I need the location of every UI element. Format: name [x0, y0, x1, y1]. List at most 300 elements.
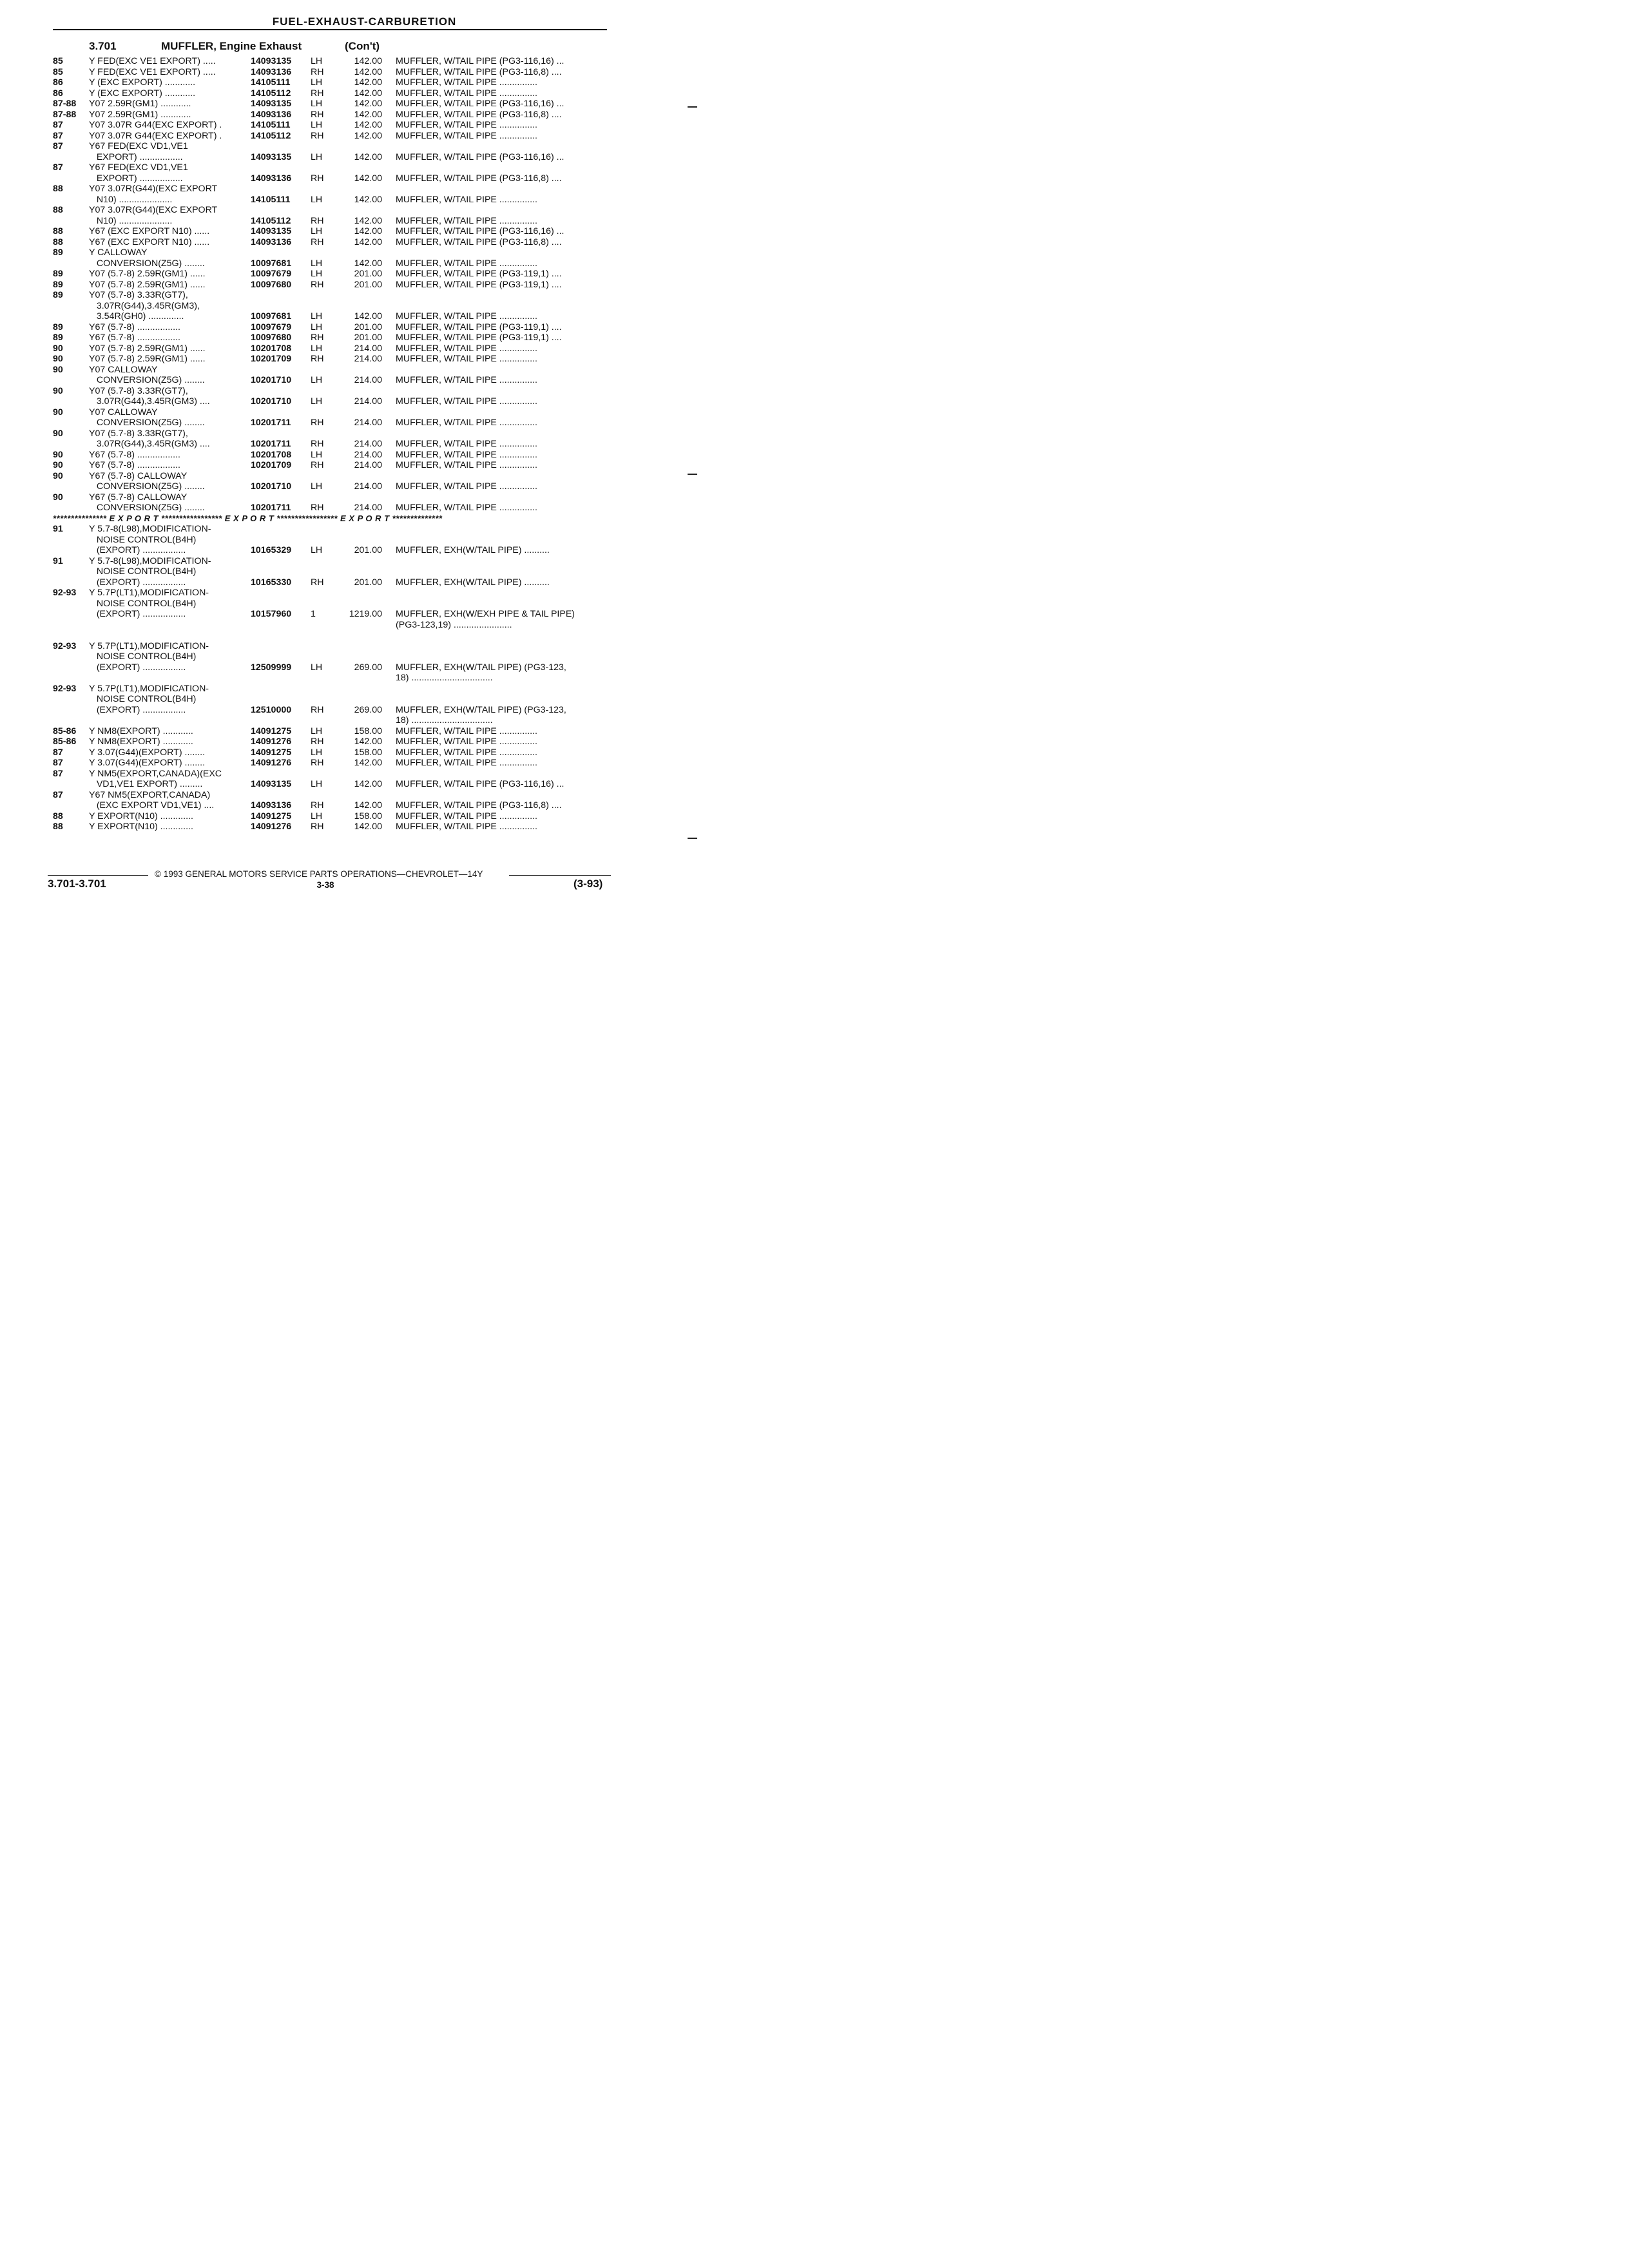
- vehicle-description: Y FED(EXC VE1 EXPORT) .....: [89, 66, 216, 77]
- part-name: MUFFLER, W/TAIL PIPE ...............: [396, 88, 537, 99]
- part-name: 18) ................................: [396, 715, 493, 726]
- table-row: [0, 471, 729, 482]
- vehicle-description: 3.54R(GH0) ..............: [89, 311, 184, 322]
- side-code: RH: [311, 88, 324, 99]
- table-row: [0, 481, 729, 492]
- table-row: [0, 396, 729, 407]
- table-row: [0, 811, 729, 822]
- part-name: MUFFLER, EXH(W/TAIL PIPE) (PG3-123,: [396, 704, 566, 715]
- side-code: LH: [311, 449, 323, 460]
- table-row: [0, 758, 729, 769]
- part-number: 10201710: [251, 481, 292, 492]
- part-number: 12510000: [251, 704, 292, 715]
- part-number: 14091276: [251, 822, 292, 832]
- list-price: 142.00: [354, 736, 382, 747]
- part-number: 14105111: [251, 77, 291, 88]
- model-year: 87: [53, 747, 63, 758]
- vehicle-description: (EXPORT) .................: [89, 545, 186, 555]
- model-year: 90: [53, 470, 63, 481]
- list-price: 142.00: [354, 120, 382, 130]
- table-row: [0, 88, 729, 99]
- part-number: 10097679: [251, 269, 292, 279]
- table-row: [0, 141, 729, 152]
- table-row: [0, 343, 729, 354]
- side-code: RH: [311, 66, 324, 77]
- vehicle-description: (EXPORT) .................: [89, 609, 186, 619]
- part-name: MUFFLER, EXH(W/TAIL PIPE) ..........: [396, 577, 550, 588]
- model-year: 90: [53, 364, 63, 375]
- table-row: [0, 694, 729, 705]
- side-code: LH: [311, 662, 323, 673]
- vehicle-description: Y07 3.07R(G44)(EXC EXPORT: [89, 205, 218, 215]
- part-name: MUFFLER, W/TAIL PIPE ...............: [396, 120, 537, 130]
- model-year: 87: [53, 130, 63, 141]
- export-divider-text: *************** E X P O R T ***************** E X P O R T ***************** E X P O R T **************: [53, 513, 443, 523]
- model-year: 89: [53, 269, 63, 279]
- side-code: RH: [311, 758, 324, 768]
- model-year: 86: [53, 77, 63, 88]
- list-price: 142.00: [354, 173, 382, 184]
- vehicle-description: Y67 (5.7-8) .................: [89, 460, 180, 470]
- table-row: [0, 662, 729, 673]
- part-number: 10201710: [251, 375, 292, 385]
- list-price: 158.00: [354, 811, 382, 822]
- vehicle-description: EXPORT) .................: [89, 173, 183, 184]
- vehicle-description: N10) .....................: [89, 215, 173, 226]
- part-number: 14105111: [251, 120, 291, 130]
- side-code: RH: [311, 418, 324, 428]
- model-year: 89: [53, 290, 63, 300]
- part-name: MUFFLER, W/TAIL PIPE (PG3-119,1) ....: [396, 322, 562, 332]
- vehicle-description: 3.07R(G44),3.45R(GM3),: [89, 300, 200, 311]
- table-row: [0, 620, 729, 631]
- export-divider: [0, 514, 729, 524]
- side-code: RH: [311, 236, 324, 247]
- table-row: [0, 173, 729, 184]
- side-code: LH: [311, 396, 323, 407]
- model-year: 87: [53, 141, 63, 151]
- part-number: 10157960: [251, 609, 292, 619]
- part-name: MUFFLER, W/TAIL PIPE (PG3-119,1) ....: [396, 279, 562, 290]
- list-price: 142.00: [354, 88, 382, 99]
- part-number: 10201711: [251, 439, 291, 449]
- part-name: MUFFLER, W/TAIL PIPE ...............: [396, 396, 537, 407]
- part-name: MUFFLER, EXH(W/TAIL PIPE) ..........: [396, 545, 550, 555]
- table-row: [0, 577, 729, 588]
- part-name: MUFFLER, W/TAIL PIPE ...............: [396, 736, 537, 747]
- list-price: 142.00: [354, 130, 382, 141]
- part-number: 14093135: [251, 151, 292, 162]
- list-price: 201.00: [354, 279, 382, 290]
- table-row: [0, 747, 729, 758]
- model-year: 88: [53, 226, 63, 236]
- part-number: 14093136: [251, 109, 292, 120]
- table-row: [0, 800, 729, 811]
- list-price: 214.00: [354, 449, 382, 460]
- part-name: MUFFLER, W/TAIL PIPE ...............: [396, 354, 537, 364]
- vehicle-description: CONVERSION(Z5G) ........: [89, 481, 205, 492]
- list-price: 201.00: [354, 332, 382, 343]
- side-code: LH: [311, 545, 323, 555]
- list-price: 142.00: [354, 215, 382, 226]
- list-price: 214.00: [354, 418, 382, 428]
- table-row: [0, 651, 729, 662]
- part-name: MUFFLER, W/TAIL PIPE (PG3-116,16) ...: [396, 226, 564, 236]
- model-year: 88: [53, 205, 63, 215]
- table-row: [0, 354, 729, 365]
- vehicle-description: (EXPORT) .................: [89, 704, 186, 715]
- vehicle-description: (EXPORT) .................: [89, 577, 186, 588]
- table-row: [0, 332, 729, 343]
- table-row: [0, 588, 729, 599]
- margin-mark: [688, 838, 697, 839]
- part-number: 10201708: [251, 449, 292, 460]
- table-row: [0, 673, 729, 684]
- part-number: 12509999: [251, 662, 292, 673]
- side-code: LH: [311, 226, 323, 236]
- part-number: 10165329: [251, 545, 292, 555]
- vehicle-description: Y07 2.59R(GM1) ............: [89, 109, 191, 120]
- part-name: MUFFLER, W/TAIL PIPE ...............: [396, 311, 537, 322]
- table-row: [0, 566, 729, 577]
- table-row: [0, 301, 729, 312]
- vehicle-description: Y07 CALLOWAY: [89, 364, 158, 375]
- list-price: 142.00: [354, 109, 382, 120]
- list-price: 142.00: [354, 779, 382, 789]
- vehicle-description: Y07 3.07R(G44)(EXC EXPORT: [89, 184, 218, 194]
- vehicle-description: (EXPORT) .................: [89, 662, 186, 673]
- parts-table: [0, 56, 729, 832]
- table-row: [0, 556, 729, 567]
- model-year: 87: [53, 758, 63, 768]
- vehicle-description: Y07 (5.7-8) 3.33R(GT7),: [89, 428, 188, 439]
- part-number: 10201708: [251, 343, 292, 354]
- part-name: MUFFLER, W/TAIL PIPE (PG3-116,16) ...: [396, 56, 564, 66]
- part-number: 10097679: [251, 322, 292, 332]
- table-row: [0, 769, 729, 780]
- table-row: [0, 736, 729, 747]
- side-code: RH: [311, 279, 324, 290]
- vehicle-description: Y07 3.07R G44(EXC EXPORT) .: [89, 120, 222, 130]
- list-price: 269.00: [354, 704, 382, 715]
- vehicle-description: Y67 FED(EXC VD1,VE1: [89, 141, 188, 151]
- vehicle-description: Y FED(EXC VE1 EXPORT) .....: [89, 56, 216, 66]
- list-price: 142.00: [354, 822, 382, 832]
- model-year: 88: [53, 822, 63, 832]
- footer-rule: [48, 875, 148, 876]
- vehicle-description: CONVERSION(Z5G) ........: [89, 418, 205, 428]
- part-name: MUFFLER, W/TAIL PIPE ...............: [396, 460, 537, 470]
- model-year: 90: [53, 407, 63, 418]
- list-price: 201.00: [354, 322, 382, 332]
- list-price: 142.00: [354, 258, 382, 269]
- model-year: 90: [53, 385, 63, 396]
- vehicle-description: N10) .....................: [89, 194, 173, 205]
- vehicle-description: Y NM5(EXPORT,CANADA)(EXC: [89, 768, 222, 779]
- model-year: 87-88: [53, 99, 77, 109]
- vehicle-description: NOISE CONTROL(B4H): [89, 566, 197, 577]
- list-price: 214.00: [354, 481, 382, 492]
- vehicle-description: (EXC EXPORT VD1,VE1) ....: [89, 800, 215, 811]
- vehicle-description: CONVERSION(Z5G) ........: [89, 375, 205, 385]
- side-code: LH: [311, 481, 323, 492]
- part-name: MUFFLER, W/TAIL PIPE (PG3-116,16) ...: [396, 99, 564, 109]
- vehicle-description: Y07 (5.7-8) 3.33R(GT7),: [89, 290, 188, 300]
- part-name: MUFFLER, W/TAIL PIPE (PG3-116,8) ....: [396, 109, 562, 120]
- vehicle-description: Y67 (5.7-8) CALLOWAY: [89, 470, 188, 481]
- model-year: 90: [53, 343, 63, 354]
- part-number: 14105112: [251, 88, 291, 99]
- vehicle-description: Y (EXC EXPORT) ............: [89, 88, 196, 99]
- list-price: 214.00: [354, 396, 382, 407]
- table-row: [0, 67, 729, 78]
- list-price: 142.00: [354, 151, 382, 162]
- list-price: 214.00: [354, 503, 382, 513]
- table-row: [0, 428, 729, 439]
- table-row: [0, 226, 729, 237]
- table-row: [0, 162, 729, 173]
- table-row: [0, 630, 729, 641]
- part-number: 14105111: [251, 194, 291, 205]
- part-number: 10201711: [251, 418, 291, 428]
- part-number: 14091275: [251, 726, 292, 736]
- table-row: [0, 822, 729, 832]
- table-row: [0, 609, 729, 620]
- header-rule: [53, 29, 607, 30]
- vehicle-description: Y07 3.07R G44(EXC EXPORT) .: [89, 130, 222, 141]
- side-code: LH: [311, 151, 323, 162]
- model-year: 89: [53, 247, 63, 258]
- list-price: 201.00: [354, 545, 382, 555]
- vehicle-description: VD1,VE1 EXPORT) .........: [89, 779, 203, 789]
- model-year: 89: [53, 322, 63, 332]
- side-code: LH: [311, 269, 323, 279]
- model-year: 90: [53, 492, 63, 503]
- part-name: MUFFLER, W/TAIL PIPE ...............: [396, 375, 537, 385]
- list-price: 158.00: [354, 747, 382, 758]
- list-price: 158.00: [354, 726, 382, 736]
- table-row: [0, 439, 729, 450]
- vehicle-description: NOISE CONTROL(B4H): [89, 694, 197, 704]
- side-code: RH: [311, 577, 324, 588]
- part-name: MUFFLER, EXH(W/TAIL PIPE) (PG3-123,: [396, 662, 566, 673]
- model-year: 87-88: [53, 109, 77, 120]
- list-price: 214.00: [354, 460, 382, 470]
- model-year: 85: [53, 56, 63, 66]
- vehicle-description: NOISE CONTROL(B4H): [89, 651, 197, 662]
- model-year: 85-86: [53, 736, 77, 747]
- side-code: RH: [311, 736, 324, 747]
- vehicle-description: Y67 FED(EXC VD1,VE1: [89, 162, 188, 173]
- footer-copyright: © 1993 GENERAL MOTORS SERVICE PARTS OPERATIONS—CHEVROLET—14Y: [155, 869, 483, 879]
- list-price: 142.00: [354, 56, 382, 66]
- part-number: 14093136: [251, 800, 292, 811]
- part-number: 10201709: [251, 354, 292, 364]
- table-row: [0, 418, 729, 428]
- part-name: MUFFLER, W/TAIL PIPE (PG3-116,8) ....: [396, 800, 562, 811]
- part-name: MUFFLER, W/TAIL PIPE (PG3-116,8) ....: [396, 173, 562, 184]
- list-price: 214.00: [354, 343, 382, 354]
- side-code: LH: [311, 194, 323, 205]
- table-row: [0, 375, 729, 386]
- vehicle-description: Y 5.7P(LT1),MODIFICATION-: [89, 683, 209, 694]
- side-code: RH: [311, 800, 324, 811]
- side-code: LH: [311, 726, 323, 736]
- vehicle-description: Y07 (5.7-8) 2.59R(GM1) ......: [89, 354, 206, 364]
- part-name: MUFFLER, W/TAIL PIPE (PG3-116,8) ....: [396, 66, 562, 77]
- table-row: [0, 290, 729, 301]
- list-price: 142.00: [354, 236, 382, 247]
- part-name: MUFFLER, W/TAIL PIPE ...............: [396, 758, 537, 768]
- part-name: MUFFLER, W/TAIL PIPE (PG3-116,8) ....: [396, 236, 562, 247]
- part-name: MUFFLER, W/TAIL PIPE (PG3-119,1) ....: [396, 332, 562, 343]
- part-name: MUFFLER, W/TAIL PIPE (PG3-116,16) ...: [396, 151, 564, 162]
- side-code: RH: [311, 354, 324, 364]
- part-number: 14093135: [251, 226, 292, 236]
- vehicle-description: Y67 (5.7-8) .................: [89, 322, 180, 332]
- model-year: 89: [53, 332, 63, 343]
- vehicle-description: Y 3.07(G44)(EXPORT) ........: [89, 747, 206, 758]
- table-row: [0, 790, 729, 801]
- list-price: 142.00: [354, 311, 382, 322]
- table-row: [0, 247, 729, 258]
- section-title: MUFFLER, Engine Exhaust: [161, 40, 302, 52]
- table-row: [0, 386, 729, 397]
- list-price: 214.00: [354, 354, 382, 364]
- vehicle-description: Y NM8(EXPORT) ............: [89, 736, 193, 747]
- table-row: [0, 205, 729, 216]
- part-number: 10201709: [251, 460, 292, 470]
- vehicle-description: Y 5.7-8(L98),MODIFICATION-: [89, 524, 211, 534]
- table-row: [0, 524, 729, 535]
- side-code: LH: [311, 811, 323, 822]
- table-row: [0, 152, 729, 163]
- vehicle-description: Y CALLOWAY: [89, 247, 148, 258]
- table-row: [0, 503, 729, 514]
- side-code: LH: [311, 343, 323, 354]
- table-row: [0, 705, 729, 716]
- table-row: [0, 407, 729, 418]
- vehicle-description: Y 5.7P(LT1),MODIFICATION-: [89, 640, 209, 651]
- part-number: 10097680: [251, 279, 292, 290]
- vehicle-description: Y07 CALLOWAY: [89, 407, 158, 418]
- footer-section-range: 3.701-3.701: [48, 878, 106, 890]
- table-row: [0, 77, 729, 88]
- margin-mark: [688, 106, 697, 108]
- side-code: LH: [311, 99, 323, 109]
- list-price: 214.00: [354, 439, 382, 449]
- side-code: RH: [311, 439, 324, 449]
- model-year: 90: [53, 460, 63, 470]
- table-row: [0, 99, 729, 110]
- vehicle-description: Y EXPORT(N10) .............: [89, 811, 193, 822]
- vehicle-description: Y07 (5.7-8) 2.59R(GM1) ......: [89, 343, 206, 354]
- side-code: RH: [311, 109, 324, 120]
- side-code: LH: [311, 311, 323, 322]
- vehicle-description: Y 5.7P(LT1),MODIFICATION-: [89, 588, 209, 598]
- part-name: (PG3-123,19) .......................: [396, 619, 512, 630]
- model-year: 87: [53, 162, 63, 173]
- side-code: LH: [311, 56, 323, 66]
- vehicle-description: Y07 (5.7-8) 2.59R(GM1) ......: [89, 279, 206, 290]
- part-number: 10097681: [251, 311, 292, 322]
- side-code: RH: [311, 503, 324, 513]
- side-code: RH: [311, 173, 324, 184]
- vehicle-description: Y (EXC EXPORT) ............: [89, 77, 196, 88]
- part-name: MUFFLER, W/TAIL PIPE ...............: [396, 130, 537, 141]
- vehicle-description: Y07 (5.7-8) 2.59R(GM1) ......: [89, 269, 206, 279]
- list-price: 142.00: [354, 77, 382, 88]
- side-code: RH: [311, 460, 324, 470]
- margin-mark: [688, 474, 697, 475]
- model-year: 90: [53, 449, 63, 460]
- part-number: 10097680: [251, 332, 292, 343]
- vehicle-description: Y07 2.59R(GM1) ............: [89, 99, 191, 109]
- vehicle-description: Y07 (5.7-8) 3.33R(GT7),: [89, 385, 188, 396]
- table-row: [0, 599, 729, 610]
- side-code: LH: [311, 258, 323, 269]
- side-code: 1: [311, 609, 316, 619]
- vehicle-description: Y 5.7-8(L98),MODIFICATION-: [89, 555, 211, 566]
- vehicle-description: NOISE CONTROL(B4H): [89, 598, 197, 609]
- side-code: LH: [311, 322, 323, 332]
- part-name: MUFFLER, W/TAIL PIPE ...............: [396, 418, 537, 428]
- vehicle-description: Y 3.07(G44)(EXPORT) ........: [89, 758, 206, 768]
- part-name: MUFFLER, W/TAIL PIPE ...............: [396, 77, 537, 88]
- table-row: [0, 450, 729, 461]
- list-price: 142.00: [354, 226, 382, 236]
- side-code: RH: [311, 130, 324, 141]
- part-number: 14105112: [251, 215, 291, 226]
- model-year: 86: [53, 88, 63, 99]
- model-year: 85-86: [53, 726, 77, 736]
- table-row: [0, 365, 729, 376]
- table-row: [0, 535, 729, 546]
- model-year: 91: [53, 555, 63, 566]
- model-year: 87: [53, 768, 63, 779]
- table-row: [0, 216, 729, 227]
- part-name: MUFFLER, W/TAIL PIPE ...............: [396, 503, 537, 513]
- side-code: LH: [311, 120, 323, 130]
- model-year: 89: [53, 279, 63, 290]
- part-number: 14093135: [251, 779, 292, 789]
- part-name: MUFFLER, W/TAIL PIPE (PG3-116,16) ...: [396, 779, 564, 789]
- table-row: [0, 322, 729, 333]
- part-number: 14091276: [251, 736, 292, 747]
- part-name: MUFFLER, W/TAIL PIPE ...............: [396, 822, 537, 832]
- vehicle-description: Y67 (5.7-8) .................: [89, 449, 180, 460]
- part-number: 14091275: [251, 747, 292, 758]
- vehicle-description: Y67 NM5(EXPORT,CANADA): [89, 789, 211, 800]
- model-year: 88: [53, 236, 63, 247]
- table-row: [0, 56, 729, 67]
- model-year: 92-93: [53, 683, 77, 694]
- vehicle-description: Y EXPORT(N10) .............: [89, 822, 193, 832]
- table-row: [0, 684, 729, 695]
- vehicle-description: EXPORT) .................: [89, 151, 183, 162]
- list-price: 142.00: [354, 800, 382, 811]
- side-code: RH: [311, 215, 324, 226]
- vehicle-description: Y67 (EXC EXPORT N10) ......: [89, 226, 210, 236]
- list-price: 142.00: [354, 194, 382, 205]
- model-year: 90: [53, 428, 63, 439]
- part-number: 14093136: [251, 236, 292, 247]
- part-name: MUFFLER, W/TAIL PIPE ...............: [396, 481, 537, 492]
- vehicle-description: Y67 (EXC EXPORT N10) ......: [89, 236, 210, 247]
- vehicle-description: 3.07R(G44),3.45R(GM3) ....: [89, 439, 210, 449]
- part-name: MUFFLER, W/TAIL PIPE ...............: [396, 811, 537, 822]
- footer-page-number: 3-38: [316, 880, 334, 890]
